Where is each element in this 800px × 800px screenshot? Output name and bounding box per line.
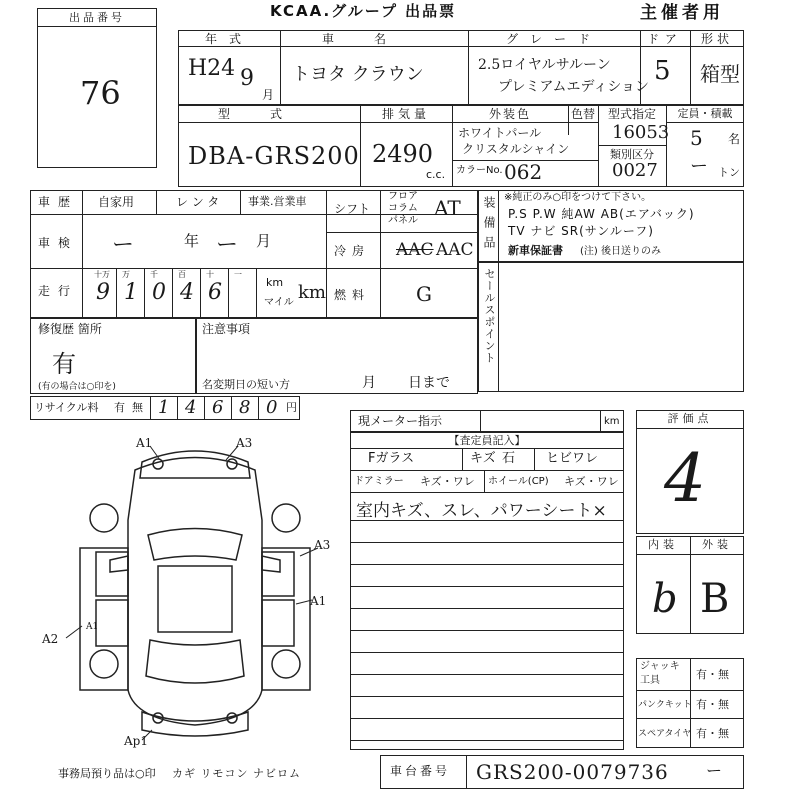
capacity-value: 5 [690, 126, 703, 150]
shift-value: AT [434, 196, 461, 220]
mileage-unit-0: 十万 [94, 270, 110, 279]
class-value: 0027 [612, 160, 658, 181]
recycle-digit-2: 6 [212, 397, 224, 418]
history-label: 車歴 [38, 195, 79, 209]
mileage-digit-1: 1 [124, 280, 138, 305]
mark-a3-front: A3 [236, 436, 253, 450]
mileage-unit-1: 万 [122, 270, 130, 279]
shift-option-column: コラム [388, 203, 418, 214]
color-label: 外装色 [488, 107, 532, 121]
equipment-line3-note: (注) 後日送りのみ [580, 246, 661, 257]
recycle-yes: 有 [114, 401, 125, 414]
color-no-value: 062 [504, 160, 543, 184]
puncture-label: パンクキット [638, 700, 692, 710]
mileage-label: 走行 [38, 284, 79, 298]
chassis-value: GRS200-0079736 [476, 760, 669, 784]
mark-a2-left: A2 [42, 632, 59, 646]
mileage-unit-2: 千 [150, 270, 158, 279]
color-line1: ホワイトパール [458, 126, 542, 140]
shift-option-panel: パネル [388, 215, 418, 226]
sale-points-box [478, 262, 744, 392]
mileage-hand-km: km [298, 282, 326, 303]
group-title: KCAA.グループ 出品票 [270, 2, 457, 20]
custody-items: カギ リモコン ナビロム [172, 767, 301, 780]
mileage-unit-mile: マイル [264, 297, 294, 308]
recycle-digit-4: 0 [266, 397, 278, 418]
fuel-value: G [416, 282, 432, 306]
mileage-digit-3: 4 [180, 280, 194, 305]
organizer-label: 主催者用 [640, 3, 724, 23]
car-name-value: トヨタ クラウン [292, 64, 424, 85]
mileage-digit-4: 6 [208, 280, 222, 305]
wheel-opts: キズ・ワレ [564, 475, 619, 488]
mileage-digit-2: 0 [152, 280, 166, 305]
shaken-month-unit: 月 [256, 232, 272, 250]
equipment-line2: TV ナビ SR(サンルーフ) [508, 224, 654, 238]
grade-line1: 2.5ロイヤルサルーン [478, 57, 611, 73]
sale-points-label: セールスポイント [483, 268, 496, 364]
inspector-remark: 室内キズ、スレ、パワーシート× [356, 501, 607, 521]
mirror-label: ドアミラー [354, 476, 404, 487]
grade-line2: プレミアムエディション [498, 79, 650, 95]
mirror-opts: キズ・ワレ [420, 475, 475, 488]
mileage-unit-4: 十 [206, 270, 214, 279]
custody-label: 事務局預り品は○印 [58, 767, 156, 780]
jack-opts: 有・無 [696, 668, 729, 681]
wheel-label: ホイール(CP) [488, 476, 549, 487]
class-label: 類別区分 [610, 148, 654, 161]
shaken-dash1: ー [112, 233, 135, 258]
recycle-unit: 円 [286, 401, 297, 414]
displacement-label: 排気量 [381, 107, 431, 121]
mark-ap1-rear: Ap1 [124, 734, 148, 748]
equipment-line3: 新車保証書 [508, 244, 563, 257]
name-label: 車名 [321, 32, 427, 46]
meter-unit: km [604, 416, 620, 427]
glass-opt1: キズ [470, 451, 496, 466]
mileage-unit-5: 一 [234, 270, 242, 279]
door-label: ドア [647, 32, 683, 46]
recycle-digit-1: 4 [185, 397, 197, 418]
history-business: 事業.営業車 [248, 195, 307, 208]
displacement-unit: c.c. [426, 168, 446, 181]
month-value: 9 [240, 66, 254, 91]
mark-a3-right: A3 [314, 538, 331, 552]
year-label: 年式 [204, 32, 254, 46]
type-spec-value: 16053 [612, 122, 670, 143]
recycle-digit-3: 8 [239, 397, 251, 418]
equipment-note: ※純正のみ○印をつけて下さい。 [504, 192, 652, 203]
type-spec-label: 型式指定 [607, 107, 657, 121]
rating-label: 評価点 [667, 412, 713, 425]
lot-number-label: 出品番号 [69, 11, 125, 24]
aircon-label: 冷房 [334, 244, 371, 258]
model-label: 型式 [217, 107, 323, 121]
chassis-label: 車台番号 [390, 764, 451, 778]
interior-label: 内装 [648, 538, 678, 551]
aircon-value: AAC [436, 240, 474, 260]
mark-a1-front: A1 [136, 436, 153, 450]
deadline-month: 月 [362, 375, 376, 391]
lot-number-value: 76 [80, 74, 121, 112]
deadline-label: 名変期日の短い方 [202, 378, 290, 391]
shift-option-floor: フロア [388, 191, 418, 202]
shaken-label: 車検 [38, 236, 79, 250]
shape-label: 形状 [700, 32, 734, 46]
aircon-struck: AAC [396, 240, 434, 260]
equipment-line1: P.S P.W 純AW AB(エアバック) [508, 207, 695, 221]
repair-note: (有の場合は○印を) [38, 382, 116, 392]
glass-label: Fガラス [368, 451, 415, 466]
spare-label: スペアタイヤ [638, 729, 692, 739]
mark-a1-left: A1 [86, 622, 99, 632]
shaken-dash2: ー [216, 233, 239, 258]
month-unit: 月 [262, 88, 275, 102]
model-value: DBA-GRS200 [188, 142, 360, 170]
exterior-value: B [700, 576, 730, 622]
load-unit: トン [718, 166, 740, 179]
rating-value: 4 [664, 440, 706, 517]
shape-value: 箱型 [700, 62, 740, 86]
recycle-no: 無 [132, 401, 143, 414]
equipment-label: 装備品 [482, 196, 496, 256]
recycle-label: リサイクル料 [34, 401, 99, 414]
inspector-title: 【査定員記入】 [448, 434, 526, 447]
deadline-day: 日まで [408, 375, 450, 391]
jack-label: ジャッキ工具 [640, 661, 680, 686]
grade-label: グレード [505, 32, 603, 46]
repair-label: 修復歴 箇所 [38, 322, 102, 336]
mileage-digit-0: 9 [96, 280, 110, 305]
mileage-unit-km: km [266, 276, 284, 289]
history-private: 自家用 [98, 195, 135, 209]
door-value: 5 [654, 56, 671, 86]
shift-label: シフト [334, 202, 371, 216]
repaint-label: 色替 [570, 107, 596, 121]
fuel-label: 燃料 [334, 288, 371, 302]
puncture-opts: 有・無 [696, 698, 729, 711]
shaken-year-unit: 年 [184, 232, 200, 250]
history-rental: レンタ [176, 195, 224, 209]
exterior-label: 外装 [702, 538, 732, 551]
recycle-digit-0: 1 [158, 397, 170, 418]
chassis-tail: ー [706, 761, 723, 780]
interior-value: b [652, 576, 678, 622]
repair-value: 有 [52, 350, 76, 378]
mark-a1-right: A1 [310, 594, 327, 608]
displacement-value: 2490 [372, 140, 434, 168]
capacity-label: 定員・積載 [677, 107, 733, 120]
color-no-label: カラーNo. [456, 165, 503, 176]
glass-opt3: ヒビワレ [546, 451, 599, 466]
meter-label: 現メーター指示 [358, 414, 443, 428]
capacity-unit: 名 [728, 132, 741, 146]
mileage-unit-3: 百 [178, 270, 186, 279]
color-line2: クリスタルシャイン [462, 142, 570, 156]
load-value: ー [690, 156, 708, 177]
notice-label: 注意事項 [202, 322, 251, 336]
glass-opt2: 石 [502, 451, 516, 466]
year-value: H24 [188, 56, 236, 81]
spare-opts: 有・無 [696, 727, 729, 740]
